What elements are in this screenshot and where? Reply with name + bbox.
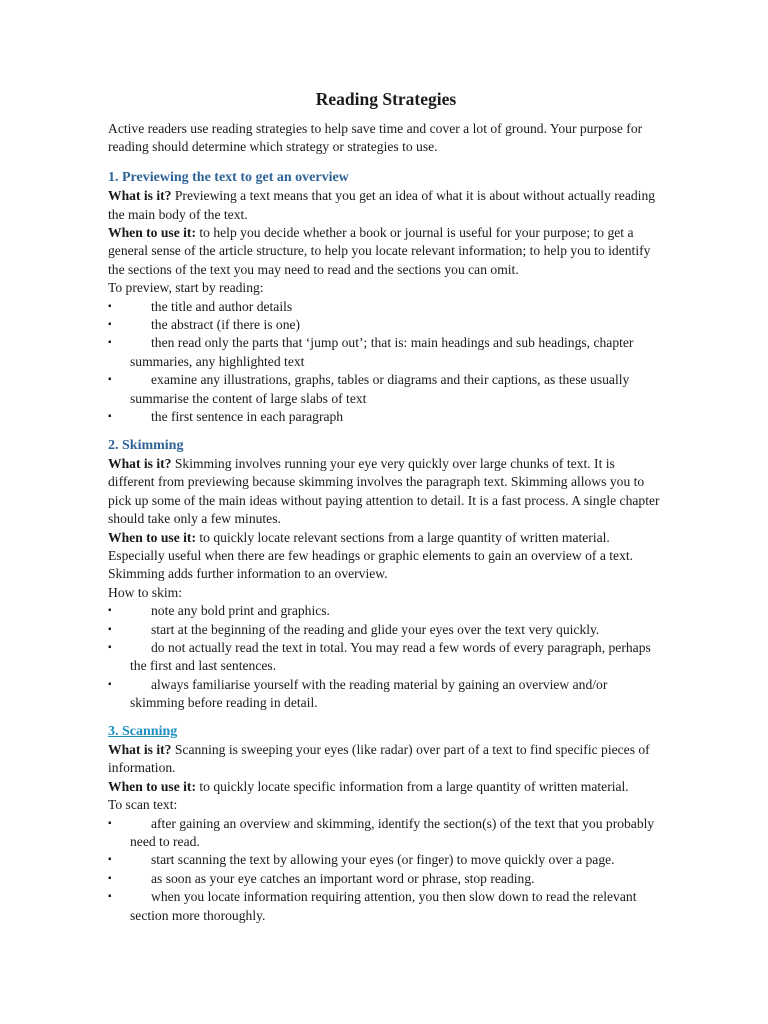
- list-item-text: the abstract (if there is one): [151, 317, 301, 333]
- when-label: When to use it:: [108, 778, 196, 794]
- list-item-text: do not actually read the text in total. You may read a few words of every paragraph, perhaps the first and last sentences.: [130, 639, 651, 674]
- when-text: to help you decide whether a book or journal is useful for your purpose; to get a general sense of the article structure, to help you locate relevant information; to help you to identify the sections of the text you may need to read and the sections you can omit.: [108, 225, 651, 277]
- list-item: [108, 815, 664, 852]
- what-text: Scanning is sweeping your eyes (like radar) over part of a text to find specific pieces of information.: [108, 742, 650, 776]
- list-item: [108, 676, 664, 713]
- how-line: To scan text:: [108, 797, 178, 813]
- bullet-icon: ▪: [108, 300, 112, 312]
- list-item: [108, 639, 664, 676]
- page-title: Reading Strategies: [315, 89, 457, 109]
- section-skimming: [108, 437, 664, 713]
- what-text: Skimming involves running your eye very quickly over large chunks of text. It is different from previewing because skimming involves the paragraph text. Skimming allows you to pick up some of the main ideas without paying attention to detail. It is a fast process. A single chapter should take only a few minutes.: [108, 455, 660, 527]
- list-item-text: note any bold print and graphics.: [151, 603, 330, 619]
- bullet-icon: ▪: [108, 891, 112, 903]
- bullet-icon: ▪: [108, 411, 112, 423]
- bullet-icon: ▪: [108, 319, 112, 331]
- list-item-text: after gaining an overview and skimming, identify the section(s) of the text that you probably need to read.: [130, 815, 655, 850]
- section-previewing: [108, 169, 664, 427]
- list-item-text: then read only the parts that ‘jump out’; that is: main headings and sub headings, chapter summaries, any highlighted text: [130, 335, 634, 369]
- list-item: [108, 888, 664, 925]
- what-label: What is it?: [108, 188, 172, 204]
- list-item: [108, 334, 664, 371]
- list-item: [108, 602, 664, 620]
- when-label: When to use it:: [108, 529, 196, 545]
- list-item-text: examine any illustrations, graphs, tables or diagrams and their captions, as these usually summarise the content of large slabs of text: [130, 372, 630, 406]
- bullet-icon: ▪: [108, 641, 112, 653]
- section-scanning: [108, 723, 664, 925]
- bullet-icon: ▪: [108, 337, 112, 349]
- bullet-icon: ▪: [108, 817, 112, 829]
- what-label: What is it?: [108, 742, 172, 757]
- how-line: To preview, start by reading:: [108, 280, 264, 296]
- bullet-icon: ▪: [108, 872, 112, 884]
- list-item-text: always familiarise yourself with the reading material by gaining an overview and/or skimming before reading in detail.: [130, 676, 608, 711]
- when-paragraph: [108, 778, 664, 796]
- list-item: [108, 621, 664, 639]
- list-item-text: as soon as your eye catches an important word or phrase, stop reading.: [151, 870, 535, 886]
- list-item-text: the first sentence in each paragraph: [151, 409, 344, 425]
- what-paragraph: [108, 455, 664, 529]
- bullet-icon: ▪: [108, 678, 112, 690]
- section-heading: 1. Previewing the text to get an overview: [108, 169, 349, 185]
- document-body: [108, 88, 664, 925]
- bullet-list: [108, 298, 664, 427]
- list-item: [108, 408, 664, 426]
- list-item: [108, 870, 664, 888]
- bullet-icon: ▪: [108, 623, 112, 635]
- bullet-icon: ▪: [108, 854, 112, 866]
- intro-paragraph: Active readers use reading strategies to help save time and cover a lot of ground. Your purpose for reading should determine which strategy or strategies to use.: [108, 121, 643, 155]
- bullet-icon: ▪: [108, 605, 112, 617]
- section-heading: 2. Skimming: [108, 437, 184, 453]
- what-paragraph: [108, 741, 664, 778]
- when-label: When to use it:: [108, 225, 196, 241]
- bullet-list: [108, 815, 664, 925]
- bullet-list: [108, 602, 664, 712]
- what-paragraph: [108, 187, 664, 224]
- list-item: [108, 316, 664, 334]
- list-item-text: start at the beginning of the reading and glide your eyes over the text very quickly.: [151, 621, 600, 637]
- list-item-text: when you locate information requiring attention, you then slow down to read the relevant section more thoroughly.: [130, 889, 637, 923]
- when-paragraph: [108, 224, 664, 279]
- what-text: Previewing a text means that you get an idea of what it is about without actually reading the main body of the text.: [108, 188, 656, 222]
- when-text: to quickly locate relevant sections from a large quantity of written material. Especially useful when there are few headings or graphic elements to gain an overview of a text. Skimming adds further information to an overview.: [108, 529, 634, 582]
- list-item: [108, 371, 664, 408]
- list-item-text: the title and author details: [151, 298, 293, 314]
- list-item: [108, 298, 664, 316]
- how-line: How to skim:: [108, 584, 183, 600]
- when-text: to quickly locate specific information from a large quantity of written material.: [195, 778, 629, 794]
- section-heading-link[interactable]: 3. Scanning: [108, 723, 178, 739]
- when-paragraph: [108, 529, 664, 584]
- what-label: What is it?: [108, 455, 172, 471]
- list-item: [108, 851, 664, 869]
- bullet-icon: ▪: [108, 374, 112, 386]
- list-item-text: start scanning the text by allowing your eyes (or finger) to move quickly over a page.: [151, 852, 615, 868]
